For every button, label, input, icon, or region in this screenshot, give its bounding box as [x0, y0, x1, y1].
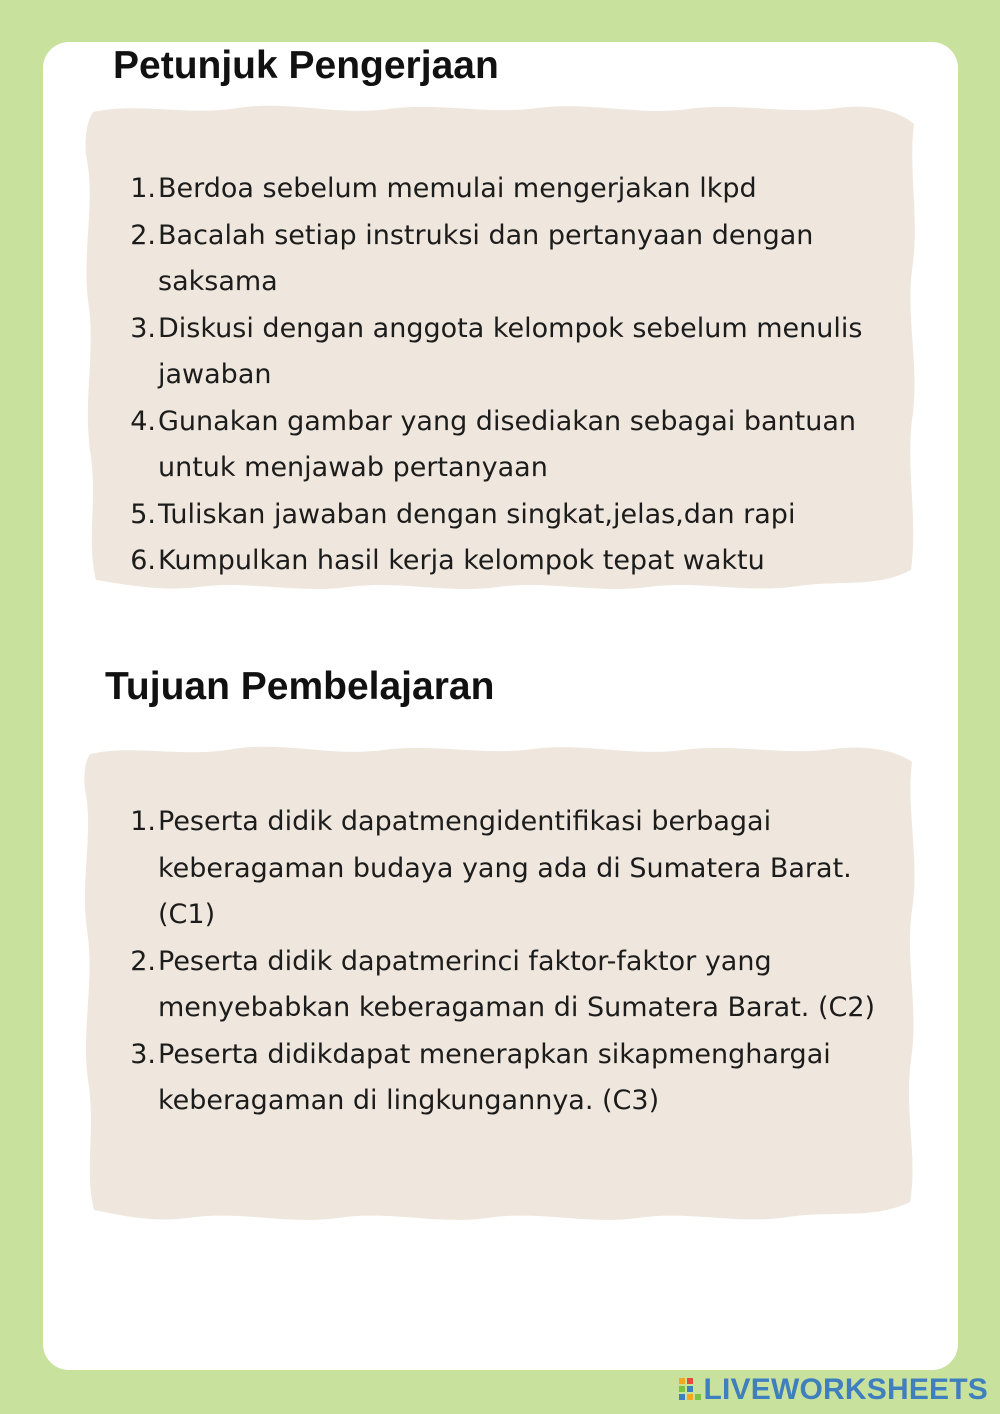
list-item — [120, 799, 900, 939]
item-text: Peserta didik dapatmengidentifikasi berbagai keberagaman budaya yang ada di Sumatera Barat. (C1) — [158, 806, 852, 930]
list-item — [120, 166, 900, 213]
item-number: 3. — [130, 312, 156, 344]
list-item — [120, 492, 900, 539]
item-text: Gunakan gambar yang disediakan sebagai bantuan untuk menjawab pertanyaan — [158, 405, 856, 483]
brand-name: LIVEWORKSHEETS — [703, 1373, 988, 1406]
objective-list — [120, 799, 900, 1125]
item-number: 5. — [130, 498, 156, 530]
section-title-petunjuk: Petunjuk Pengerjaan — [113, 44, 499, 87]
item-number: 1. — [130, 173, 156, 204]
item-text: Diskusi dengan anggota kelompok sebelum menulis jawaban — [158, 312, 863, 390]
list-item — [120, 399, 900, 492]
list-item — [120, 538, 900, 585]
list-item — [120, 306, 900, 399]
item-text: Berdoa sebelum memulai mengerjakan lkpd — [158, 173, 757, 204]
item-text: Tuliskan jawaban dengan singkat,jelas,dan rapi — [158, 498, 796, 530]
item-number: 2. — [130, 219, 156, 251]
liveworksheets-logo-icon — [679, 1378, 701, 1402]
list-item — [120, 213, 900, 306]
section-title-tujuan: Tujuan Pembelajaran — [105, 665, 495, 708]
item-text: Bacalah setiap instruksi dan pertanyaan dengan saksama — [158, 219, 814, 297]
item-number: 6. — [130, 545, 156, 576]
liveworksheets-footer[interactable] — [679, 1373, 989, 1407]
item-text: Peserta didik dapatmerinci faktor-faktor yang menyebabkan keberagaman di Sumatera Barat. (C2) — [158, 945, 876, 1023]
list-item — [120, 1032, 900, 1125]
list-item — [120, 939, 900, 1032]
item-text: Peserta didikdapat menerapkan sikapmenghargai keberagaman di lingkungannya. (C3) — [158, 1038, 831, 1116]
item-number: 2. — [130, 945, 156, 977]
item-text: Kumpulkan hasil kerja kelompok tepat waktu — [158, 545, 765, 576]
instruction-list — [120, 166, 900, 585]
item-number: 1. — [130, 806, 156, 837]
item-number: 4. — [130, 405, 156, 437]
item-number: 3. — [130, 1038, 156, 1070]
